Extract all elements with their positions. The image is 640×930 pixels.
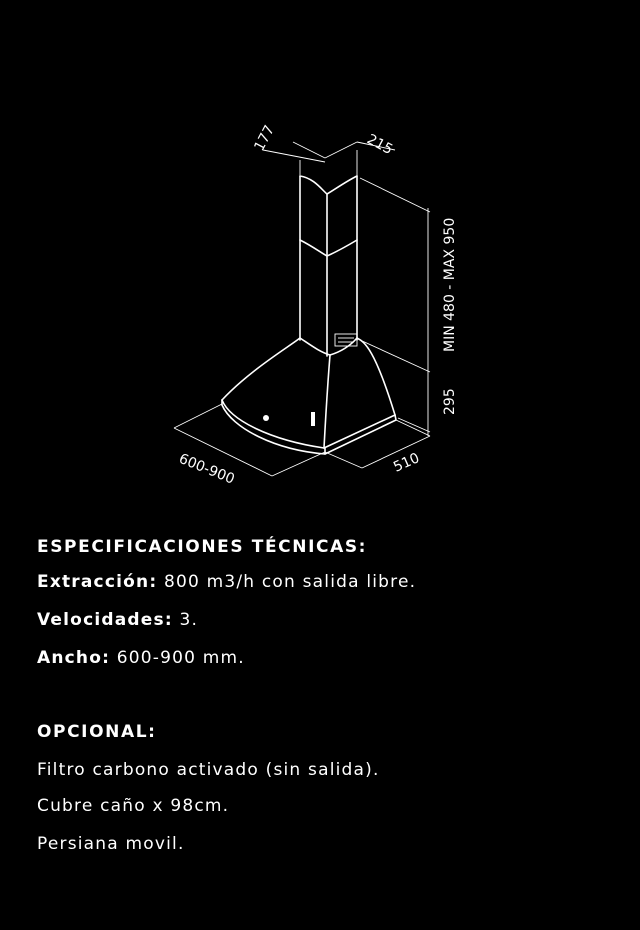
spec-width-value: 600-900 mm.: [116, 648, 245, 668]
dim-hood-depth: 510: [391, 450, 423, 476]
spec-speeds-value: 3.: [179, 610, 199, 630]
dim-hood-width: 600-900: [176, 450, 237, 488]
height-dimension-lines: [360, 178, 430, 436]
spec-extraction-value: 800 m3/h con salida libre.: [163, 572, 417, 592]
optional-item: Persiana movil.: [37, 834, 185, 854]
specs-heading: ESPECIFICACIONES TÉCNICAS:: [37, 537, 368, 557]
hood-body-shape: [222, 338, 396, 454]
spec-width: [37, 648, 245, 668]
dim-chimney-depth: 177: [251, 122, 279, 154]
optional-item: Cubre caño x 98cm.: [37, 796, 230, 816]
chimney-shape: [300, 176, 357, 356]
dim-hood-height: 295: [442, 388, 458, 415]
spec-speeds: [37, 610, 198, 630]
optional-heading: OPCIONAL:: [37, 722, 157, 742]
spec-extraction-label: Extracción:: [37, 572, 158, 592]
spec-extraction: [37, 572, 416, 592]
dim-total-height: MIN 480 - MAX 950: [442, 217, 458, 352]
spec-speeds-label: Velocidades:: [37, 610, 173, 630]
dim-chimney-width: 215: [364, 131, 396, 159]
spec-width-label: Ancho:: [37, 648, 111, 668]
optional-item: Filtro carbono activado (sin salida).: [37, 760, 380, 780]
